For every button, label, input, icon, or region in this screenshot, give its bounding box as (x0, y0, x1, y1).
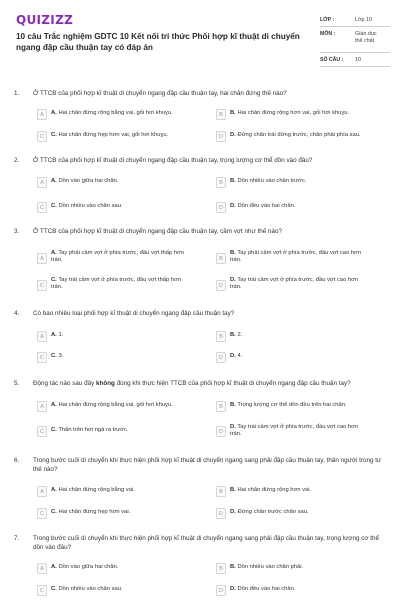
question-text: Ở TTCB của phối hợp kĩ thuật di chuyển ngang đập cầu thuận tay, cầm vợt như thế nào? (33, 228, 283, 235)
option-letter-box: C (37, 585, 47, 596)
option-letter-box: D (216, 585, 226, 596)
option-letter-box: C (37, 426, 47, 437)
option-letter-box: C (37, 280, 47, 291)
option-text: A. Hai chân đứng rộng bằng vai, gối hơi khuỵu. (51, 110, 173, 116)
meta-subject-label: MÔN : (320, 31, 336, 37)
option-letter-box: C (37, 508, 47, 519)
option-text: B. Hai chân đứng rộng hơn vai. (230, 487, 312, 493)
option-letter-box: A (37, 331, 47, 342)
option-letter-box: C (37, 202, 47, 213)
meta-subject-row (320, 29, 390, 53)
option-letter-box: B (216, 177, 226, 188)
option-text: D. Dồn đều vào hai chân. (230, 586, 296, 592)
option-letter-box: A (37, 109, 47, 120)
question-text: Ở TTCB của phối hợp kĩ thuật di chuyển ngang đập cầu thuận tay, trọng lượng cơ thể dồn vào đâu? (33, 157, 313, 164)
worksheet-header (0, 0, 400, 74)
option-text: A. 1. (51, 332, 64, 338)
option-text: D. Đứng chân trái đứng trước, chân phải phía sau. (230, 132, 361, 138)
option-letter-box: C (37, 131, 47, 142)
question-number: 1. (14, 90, 20, 97)
question-number: 4. (14, 310, 20, 317)
option-text: D. Tay trái cầm vợt ở phía trước, đầu vợt cao hơn trán. (230, 277, 359, 291)
option-text: C. Tay trái cầm vợt ở phía trước, đầu vợt thấp hơn trán. (51, 277, 182, 291)
question-text: Có bao nhiêu loại phối hợp kĩ thuật di chuyển ngang đập cầu thuận tay? (33, 310, 235, 317)
meta-count-value: 10 (355, 57, 361, 63)
option-letter-box: A (37, 253, 47, 264)
question-number: 2. (14, 157, 20, 164)
option-text: B. Hai chân đứng rộng hơn vai, gối hơi khuỵu. (230, 110, 350, 116)
option-text: A. Hai chân đứng rộng bằng vai, gối hơi khuỵu. (51, 402, 173, 408)
question-text: Ở TTCB của phối hợp kĩ thuật di chuyển ngang đập cầu thuận tay, hai chân đứng thế nào? (33, 90, 287, 97)
option-text: C. Dồn nhiều vào chân sau. (51, 203, 123, 209)
option-letter-box: D (216, 131, 226, 142)
option-text: C. Dồn nhiều vào chân sau. (51, 586, 123, 592)
option-text: B. Trọng lượng cơ thể dồn đều trên hai chân. (230, 402, 347, 408)
option-letter-box: B (216, 563, 226, 574)
option-text: A. Tay phải cầm vợt ở phía trước, đầu vợt thấp hơn trán. (51, 250, 185, 264)
question-text: Trong bước cuối di chuyển khi thực hiện phối hợp kĩ thuật di chuyển ngang sang phải đập cầu thuận tay, trọng lượng cơ thể dồn vào đâu? (33, 535, 379, 551)
option-text: D. Dồn đều vào hai chân. (230, 203, 296, 209)
option-letter-box: B (216, 253, 226, 264)
question-number: 5. (14, 380, 20, 387)
option-text: A. Dồn vào giữa hai chân. (51, 564, 119, 570)
option-letter-box: D (216, 280, 226, 291)
question-number: 7. (14, 535, 20, 542)
option-text: C. Hai chân đứng hẹp hơn vai. (51, 509, 131, 515)
option-text: C. 3. (51, 353, 64, 359)
question-text: Động tác nào sau đây không đúng khi thực hiện TTCB của phối hợp kĩ thuật di chuyển ngang đập cầu thuận tay? (33, 380, 351, 387)
option-text: A. Dồn vào giữa hai chân. (51, 178, 119, 184)
option-text: B. Dồn nhiều vào chân trước. (230, 178, 307, 184)
option-letter-box: D (216, 508, 226, 519)
option-text: A. Hai chân đứng rộng bằng vai. (51, 487, 135, 493)
option-letter-box: A (37, 486, 47, 497)
option-letter-box: B (216, 486, 226, 497)
meta-class-label: LỚP : (320, 17, 335, 23)
meta-class-value: Lớp 10 (355, 17, 373, 23)
meta-count-row (320, 55, 390, 67)
option-letter-box: B (216, 401, 226, 412)
option-text: C. Hai chân đứng hẹp hơn vai, gối hơi khuỵu. (51, 132, 169, 138)
meta-subject-value: Giáo dục thể chất (355, 31, 377, 44)
option-text: B. 2. (230, 332, 243, 338)
option-letter-box: D (216, 426, 226, 437)
worksheet-meta (320, 15, 390, 67)
option-letter-box: A (37, 563, 47, 574)
option-text: D. Tay trái cầm vợt ở phía trước, đầu vợt cao hơn trán. (230, 424, 359, 438)
question-text: Trong bước cuối di chuyển khi thực hiện phối hợp kĩ thuật di chuyển ngang sang phải đập cầu thuận tay, thân người trong tư thế nào? (33, 457, 382, 473)
option-text: D. Đứng chân trước chân sau. (230, 509, 309, 515)
option-text: B. Dồn nhiều vào chân phải. (230, 564, 304, 570)
meta-class-row (320, 15, 390, 27)
option-letter-box: A (37, 401, 47, 412)
quizizz-logo: QUIZIZZ (16, 13, 74, 27)
option-letter-box: D (216, 202, 226, 213)
option-text: D. 4. (230, 353, 243, 359)
option-letter-box: A (37, 177, 47, 188)
worksheet-title: 10 câu Trắc nghiệm GDTC 10 Kết nối tri thức Phối hợp kĩ thuật di chuyển ngang đập cầu thuận tay có đáp án (16, 32, 300, 52)
question-number: 3. (14, 228, 20, 235)
option-text: C. Thân trên hơi ngả ra trước. (51, 427, 129, 433)
option-letter-box: B (216, 331, 226, 342)
option-letter-box: D (216, 352, 226, 363)
option-letter-box: B (216, 109, 226, 120)
option-letter-box: C (37, 352, 47, 363)
option-text: B. Tay phải cầm vợt ở phía trước, đầu vợt cao hơn trán. (230, 250, 362, 264)
question-number: 6. (14, 457, 20, 464)
meta-count-label: SỐ CÂU : (320, 57, 344, 63)
